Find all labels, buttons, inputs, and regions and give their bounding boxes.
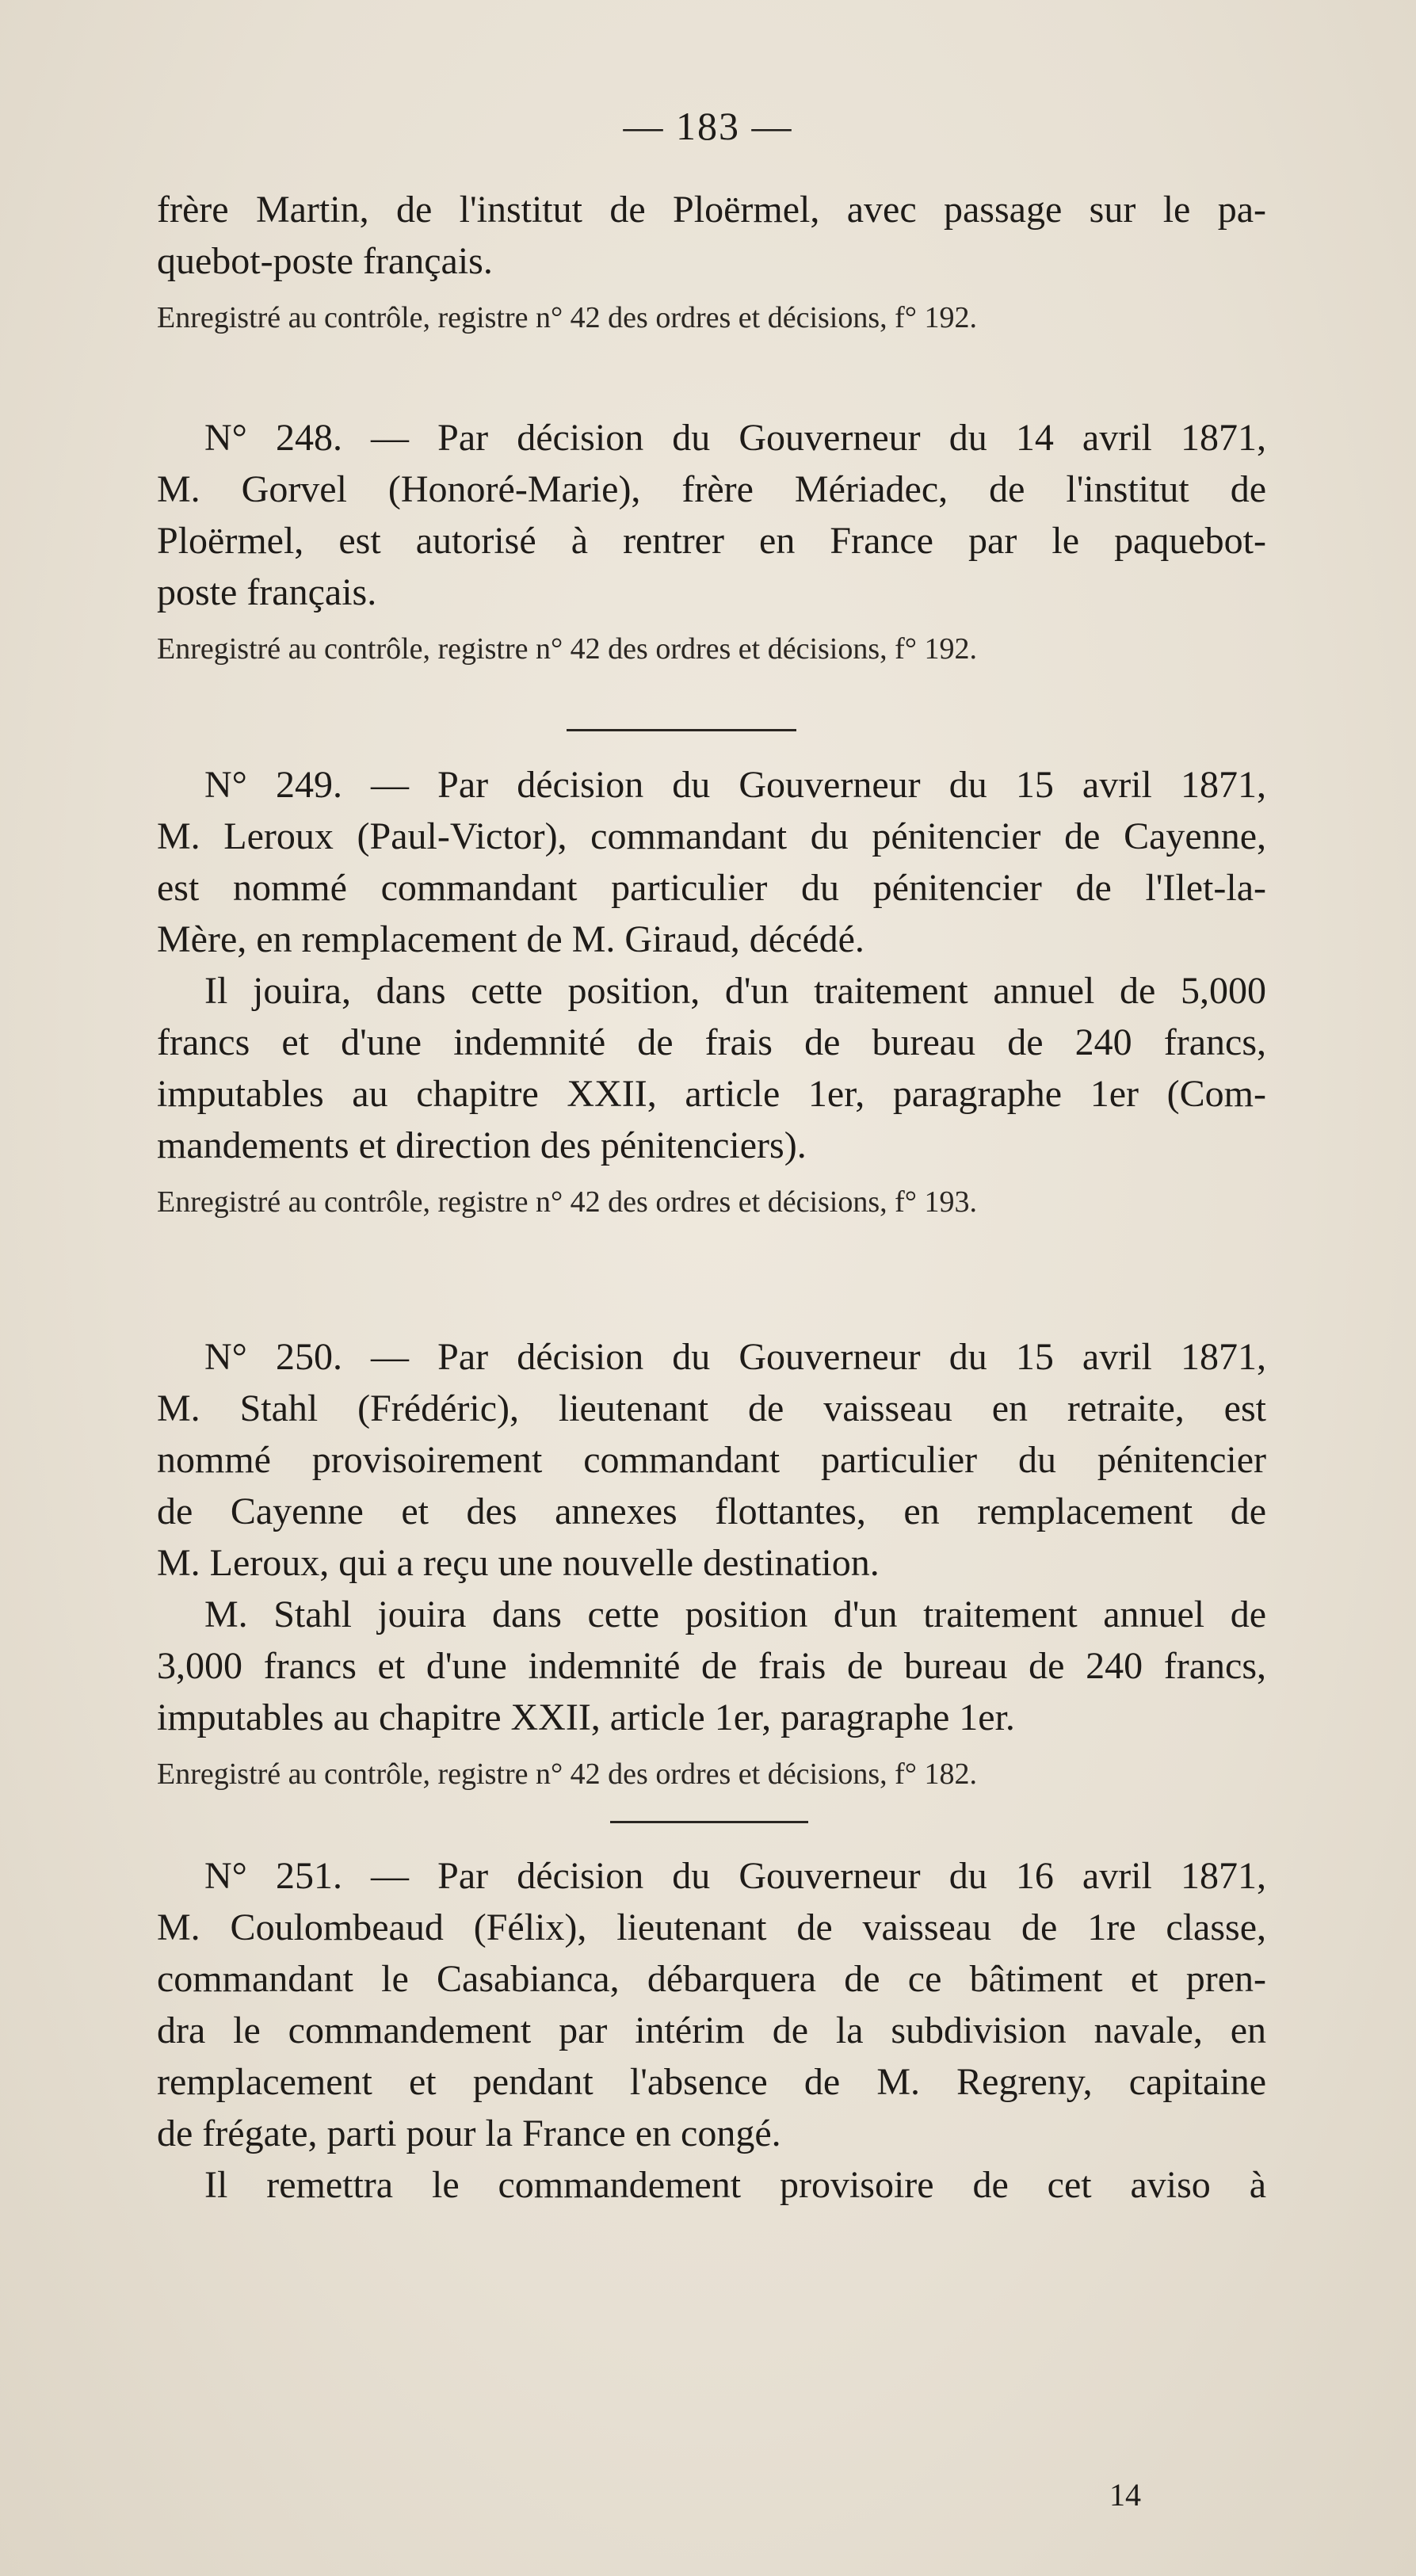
text-line: N° 249. — Par décision du Gouverneur du 15 avril 1871, [204, 764, 1266, 806]
decision-250 [157, 1331, 1266, 1794]
text-line: Ploërmel, est autorisé à rentrer en France par le paquebot- [157, 520, 1266, 562]
signature-mark: 14 [1109, 2477, 1141, 2513]
text-line: poste français. [157, 571, 377, 613]
paragraph [157, 184, 1266, 287]
text-line: est nommé commandant particulier du pénitencier de l'Ilet-la- [157, 867, 1266, 909]
registration-note: Enregistré au contrôle, registre n° 42 des ordres et décisions, f° 193. [157, 1185, 977, 1219]
paragraph [157, 412, 1266, 618]
text-line: de Cayenne et des annexes flottantes, en remplacement de [157, 1490, 1266, 1532]
text-line: frère Martin, de l'institut de Ploërmel, avec passage sur le pa- [157, 189, 1266, 231]
text-line: M. Coulombeaud (Félix), lieutenant de vaisseau de 1re classe, [157, 1906, 1266, 1948]
text-line: imputables au chapitre XXII, article 1er, paragraphe 1er (Com- [157, 1073, 1266, 1115]
text-line: dra le commandement par intérim de la subdivision navale, en [157, 2009, 1266, 2051]
text-line: nommé provisoirement commandant particulier du pénitencier [157, 1439, 1266, 1481]
text-line: Mère, en remplacement de M. Giraud, décédé. [157, 918, 864, 960]
section-divider [610, 1821, 808, 1823]
text-line: remplacement et pendant l'absence de M. Regreny, capitaine [157, 2061, 1266, 2103]
text-line: M. Stahl (Frédéric), lieutenant de vaisseau en retraite, est [157, 1387, 1266, 1429]
text-line: M. Leroux, qui a reçu une nouvelle destination. [157, 1542, 880, 1584]
decision-248 [157, 412, 1266, 669]
text-line: de frégate, parti pour la France en congé. [157, 2112, 781, 2154]
registration-note: Enregistré au contrôle, registre n° 42 des ordres et décisions, f° 192. [157, 632, 977, 666]
text-line: M. Leroux (Paul-Victor), commandant du pénitencier de Cayenne, [157, 815, 1266, 857]
section-divider [567, 729, 796, 731]
text-line: commandant le Casabianca, débarquera de ce bâtiment et pren- [157, 1958, 1266, 2000]
paragraph [157, 1331, 1266, 1743]
text-line: francs et d'une indemnité de frais de bureau de 240 francs, [157, 1021, 1266, 1063]
text-line: Il remettra le commandement provisoire de cet aviso à [204, 2164, 1266, 2206]
decision-249 [157, 759, 1266, 1222]
text-line: mandements et direction des pénitenciers). [157, 1124, 807, 1166]
text-line: M. Stahl jouira dans cette position d'un traitement annuel de [204, 1593, 1266, 1635]
text-line: M. Gorvel (Honoré-Marie), frère Mériadec, de l'institut de [157, 468, 1266, 510]
text-line: quebot-poste français. [157, 240, 493, 282]
page-number: — 183 — [623, 104, 793, 148]
registration-note: Enregistré au contrôle, registre n° 42 des ordres et décisions, f° 182. [157, 1757, 977, 1791]
continuation-block [157, 184, 1266, 338]
text-line: N° 251. — Par décision du Gouverneur du 16 avril 1871, [204, 1855, 1266, 1897]
text-line: Il jouira, dans cette position, d'un traitement annuel de 5,000 [204, 970, 1266, 1012]
decision-251 [157, 1850, 1266, 2211]
text-line: 3,000 francs et d'une indemnité de frais de bureau de 240 francs, [157, 1645, 1266, 1687]
text-line: N° 248. — Par décision du Gouverneur du 14 avril 1871, [204, 417, 1266, 459]
paragraph [157, 759, 1266, 1171]
text-line: N° 250. — Par décision du Gouverneur du 15 avril 1871, [204, 1336, 1266, 1378]
text-line: imputables au chapitre XXII, article 1er, paragraphe 1er. [157, 1696, 1015, 1738]
registration-note: Enregistré au contrôle, registre n° 42 des ordres et décisions, f° 192. [157, 301, 977, 334]
paragraph [157, 1850, 1266, 2211]
